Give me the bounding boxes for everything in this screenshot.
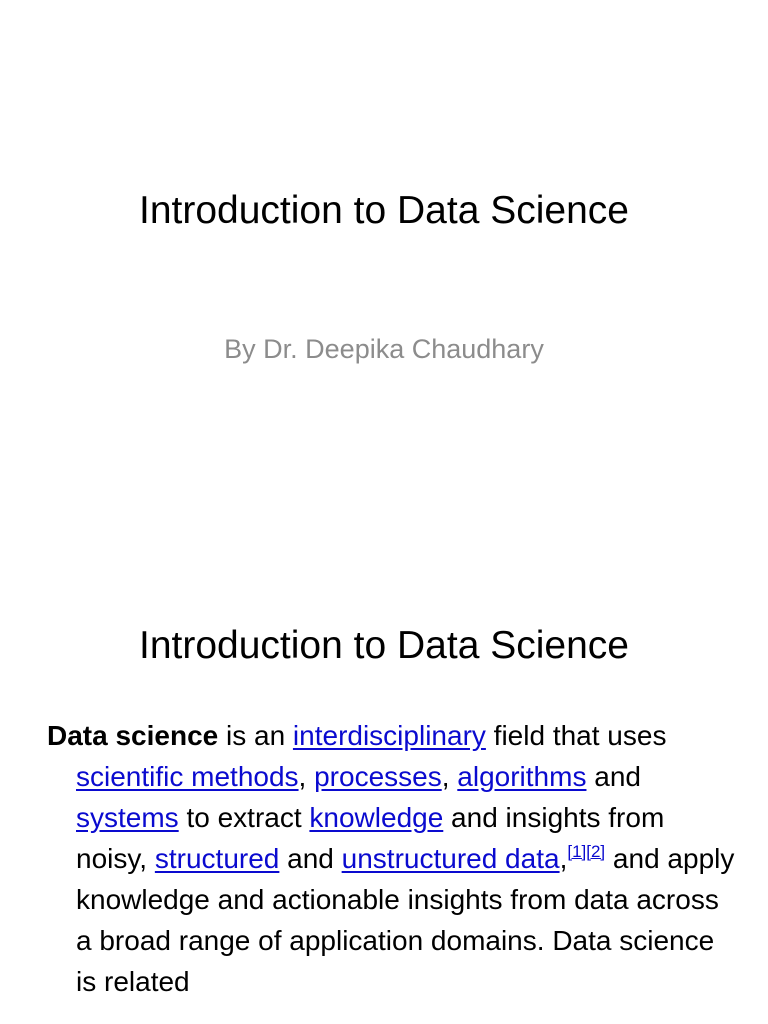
body-text-run: is an (218, 720, 293, 751)
link-knowledge[interactable]: knowledge (309, 802, 444, 833)
slide-subtitle-author: By Dr. Deepika Chaudhary (224, 334, 544, 364)
body-text-run: , (559, 843, 568, 874)
body-text-run: , (298, 761, 315, 792)
body-text-run: and apply knowledge and actionable insights from data across a broad range of application domains. Data science is related (76, 843, 735, 997)
lead-term: Data science (47, 720, 219, 751)
slide-title: Introduction to Data Science (139, 624, 629, 667)
body-text-run: and (586, 761, 641, 792)
body-text-run: field that uses (485, 720, 667, 751)
citation-refs (567, 842, 605, 861)
citation-link-2[interactable]: [2] (586, 842, 606, 861)
slide-body (47, 715, 737, 1002)
body-paragraph (47, 715, 737, 1002)
body-text-run: and (279, 843, 342, 874)
link-scientific-methods[interactable]: scientific methods (76, 761, 299, 792)
link-structured[interactable]: structured (154, 843, 280, 874)
slide-title: Introduction to Data Science (139, 189, 629, 232)
link-systems[interactable]: systems (76, 802, 179, 833)
citation-link-1[interactable]: [1] (567, 842, 587, 861)
link-unstructured-data[interactable]: unstructured data (341, 843, 560, 874)
content-slide (0, 576, 768, 1024)
body-text-run: , (441, 761, 458, 792)
link-algorithms[interactable]: algorithms (457, 761, 587, 792)
link-processes[interactable]: processes (314, 761, 442, 792)
body-text-run: and insights from noisy, (76, 802, 665, 874)
body-text-run: to extract (178, 802, 310, 833)
link-interdisciplinary[interactable]: interdisciplinary (292, 720, 486, 751)
